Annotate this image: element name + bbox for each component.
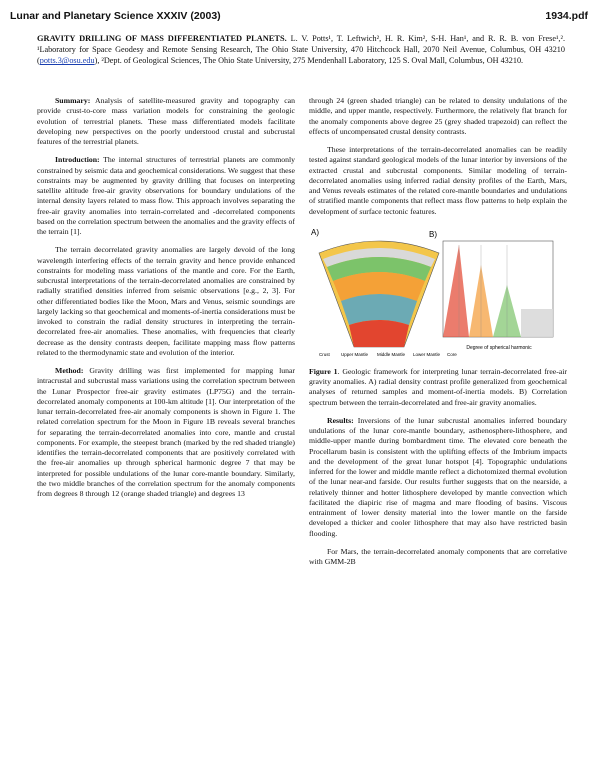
figure-label-b: B) xyxy=(429,229,437,239)
paper-title: GRAVITY DRILLING OF MASS DIFFERENTIATED PLANETS. xyxy=(37,34,287,43)
summary-paragraph xyxy=(37,96,295,147)
intro-paragraph xyxy=(37,155,295,237)
results-text: Inversions of the lunar subcrustal anomalies inferred boundary undulations of the lunar core-mantle boundary, asthenosphere-lithosphere, and middle-upper mantle during bombardment time. The elevated core beneath the Procellarum basin is consistent with the uplifting effects of the Imbrium impacts and the development of the great lunar hotspot [4]. Topographic undulations inferred for the lower and middle mantle reflect a dichotomized thermal evolution of the lunar near-and farside. Our results further suggests that on the nearside, a relatively thinner and hotter lithosphere developed by mantle convection which facilitated the diapiric rise of magma and mare flooding of basins. Viscous entrainment of lower density material into the lower mantle on the farside developed a thicker and cooler lithosphere that may also have restricted basin flooding. xyxy=(309,415,567,538)
intro-label: Introduction: xyxy=(55,155,100,165)
figure-1 xyxy=(309,225,567,359)
figure-label-a: A) xyxy=(311,227,319,237)
correlation-spectrum xyxy=(443,241,553,337)
right-column xyxy=(309,96,567,575)
x-axis-label: Degree of spherical harmonic xyxy=(466,344,532,351)
summary-text: Analysis of satellite-measured gravity and topography can provide crust-to-core mass variation models for constraining the geologic evolution of terrestrial planets. These mass differentiated models facilitate developing new perspectives on the poorly understood crustal and subcrustal features of the terrestrial planets. xyxy=(37,96,295,146)
left-column xyxy=(37,96,295,507)
paragraph: The terrain decorrelated gravity anomalies are largely devoid of the long wavelength interfering effects of the terrain gravity and hence provide enhanced constraints for modeling mass variations of the mantle and core. For the Earth, subcrustal interpretations of the terrain-decorrelated anomalies are constrained by radially stratified densities inferred from seismic observations [e.g., 2, 3]. For other differentiated bodies like the Moon, Mars and Venus, seismic soundings are largely lacking so that geochemical and moments-of-inertia considerations must be invoked to constrain the radial density structures in interpreting the terrain-decorrelated free-air anomalies. These anomalies, with frequencies that clearly decrease as the density contrasts deepen, facilitate mapping mass flow patterns related to the thermodynamic state and evolution of the interior. xyxy=(37,245,295,357)
results-label: Results: xyxy=(327,415,354,425)
legend-upper-mantle: Upper Mantle xyxy=(341,351,369,357)
caption-text: . Geologic framework for interpreting lunar terrain-decorrelated free-air gravity anomalies. A) radial density contrast profile generalized from geochemical analyses of returned samples and moment-of-inertia models. B) Correlation spectrum between the terrain-decorrelated and free-air gravity anomalies. xyxy=(309,366,567,407)
mars-paragraph: For Mars, the terrain-decorrelated anomaly components that are correlative with GMM-2B xyxy=(309,546,567,566)
method-text: Gravity drilling was first implemented for mapping lunar intracrustal and subcrustal mass variations using the correlation spectrum between the Lunar Prospector free-air gravity estimates (LP75G) and the terrain-decorrelated anomaly components at 100-km altitude [1]. Our interpretation of the lunar terrain-decorrelated free-air anomaly components is shown in Figure 1. The related correlation spectrum for the Moon in Figure 1B reveals several branches for separating the terrain-decorrelated anomalies into core, mantle and crustal components. For example, the steepest branch (marked by the red shaded triangle) identifies the terrain-decorrelated components that are positively correlated with the free-air anomalies up through spherical harmonic degree 7 that may be interpreted for possible undulations of the lunar core-mantle boundary. Similarly, the two middle branches of the correlation spectrum for the anomaly components from degrees 8 through 12 (orange shaded triangle) and degrees 13 xyxy=(37,366,295,498)
title-block xyxy=(37,33,565,67)
paragraph: These interpretations of the terrain-decorrelated anomalies can be readily tested against standard geological models of the lunar interior by inversions of the extracted crustal and subcrustal components. Similar modeling of terrain-decorrelated anomalies using inferred radial density profiles of the Earth, Mars, and Venus reveals estimates of the related core-mantle boundaries and undulations of stratified mantle components that reflect mass flow patterns to help explain the development of surface tectonic features. xyxy=(309,145,567,216)
figure-caption xyxy=(309,367,567,408)
method-label: Method: xyxy=(55,366,84,375)
continued-paragraph: through 24 (green shaded triangle) can be related to density undulations of the middle, and upper mantle, respectively. Furthermore, the relatively flat branch for the anomaly components above degree 25 (grey shaded trapezoid) can reflect the effects of uncompensated crustal density contrasts. xyxy=(309,96,567,136)
radial-density-wedge xyxy=(319,241,439,347)
legend-core: Core xyxy=(447,351,457,357)
results-paragraph xyxy=(309,416,567,539)
journal-header: Lunar and Planetary Science XXXIV (2003) xyxy=(10,10,221,22)
affiliation: ), ²Dept. of Geological Sciences, The Ohio State University, 275 Mendenhall Laboratory, 125 S. Oval Mall, Columbus, OH 43210. xyxy=(94,56,524,66)
figure-legend xyxy=(319,352,457,357)
author-list: L. V. Potts¹, T. Leftwich², H. R. Kim², S-H. Han¹, and R. R. B. von Frese¹,². ¹Laboratory for Space Geodesy and Remote Sensing Research, The Ohio State University, 470 Hitchcock Hall, 2070 Neil Avenue, Columbus, OH 43210 ( xyxy=(37,34,565,66)
figure-graphic xyxy=(309,225,567,359)
legend-lower-mantle: Lower Mantle xyxy=(413,351,441,357)
legend-middle-mantle: Middle Mantle xyxy=(377,351,406,357)
email-link[interactable]: potts.3@osu.edu xyxy=(39,56,95,66)
paper-id: 1934.pdf xyxy=(545,10,588,22)
intro-text: The internal structures of terrestrial planets are commonly constrained by seismic data and geochemical considerations. We suggest that these constraints may be augmented by gravity drilling that focuses on interpreting satellite altitude free-air gravity observations for boundary undulations of the internal density layers related to mass flow. This approach involves separating the free-air gravity anomalies into terrain-correlated and -decorrelated components based on the correlation spectrum between the anomalies and the gravity effects of the terrain [1]. xyxy=(37,155,295,236)
method-paragraph xyxy=(37,366,295,499)
summary-label: Summary: xyxy=(55,96,91,105)
legend-crust: Crust xyxy=(319,351,330,357)
caption-label: Figure 1 xyxy=(309,366,338,376)
